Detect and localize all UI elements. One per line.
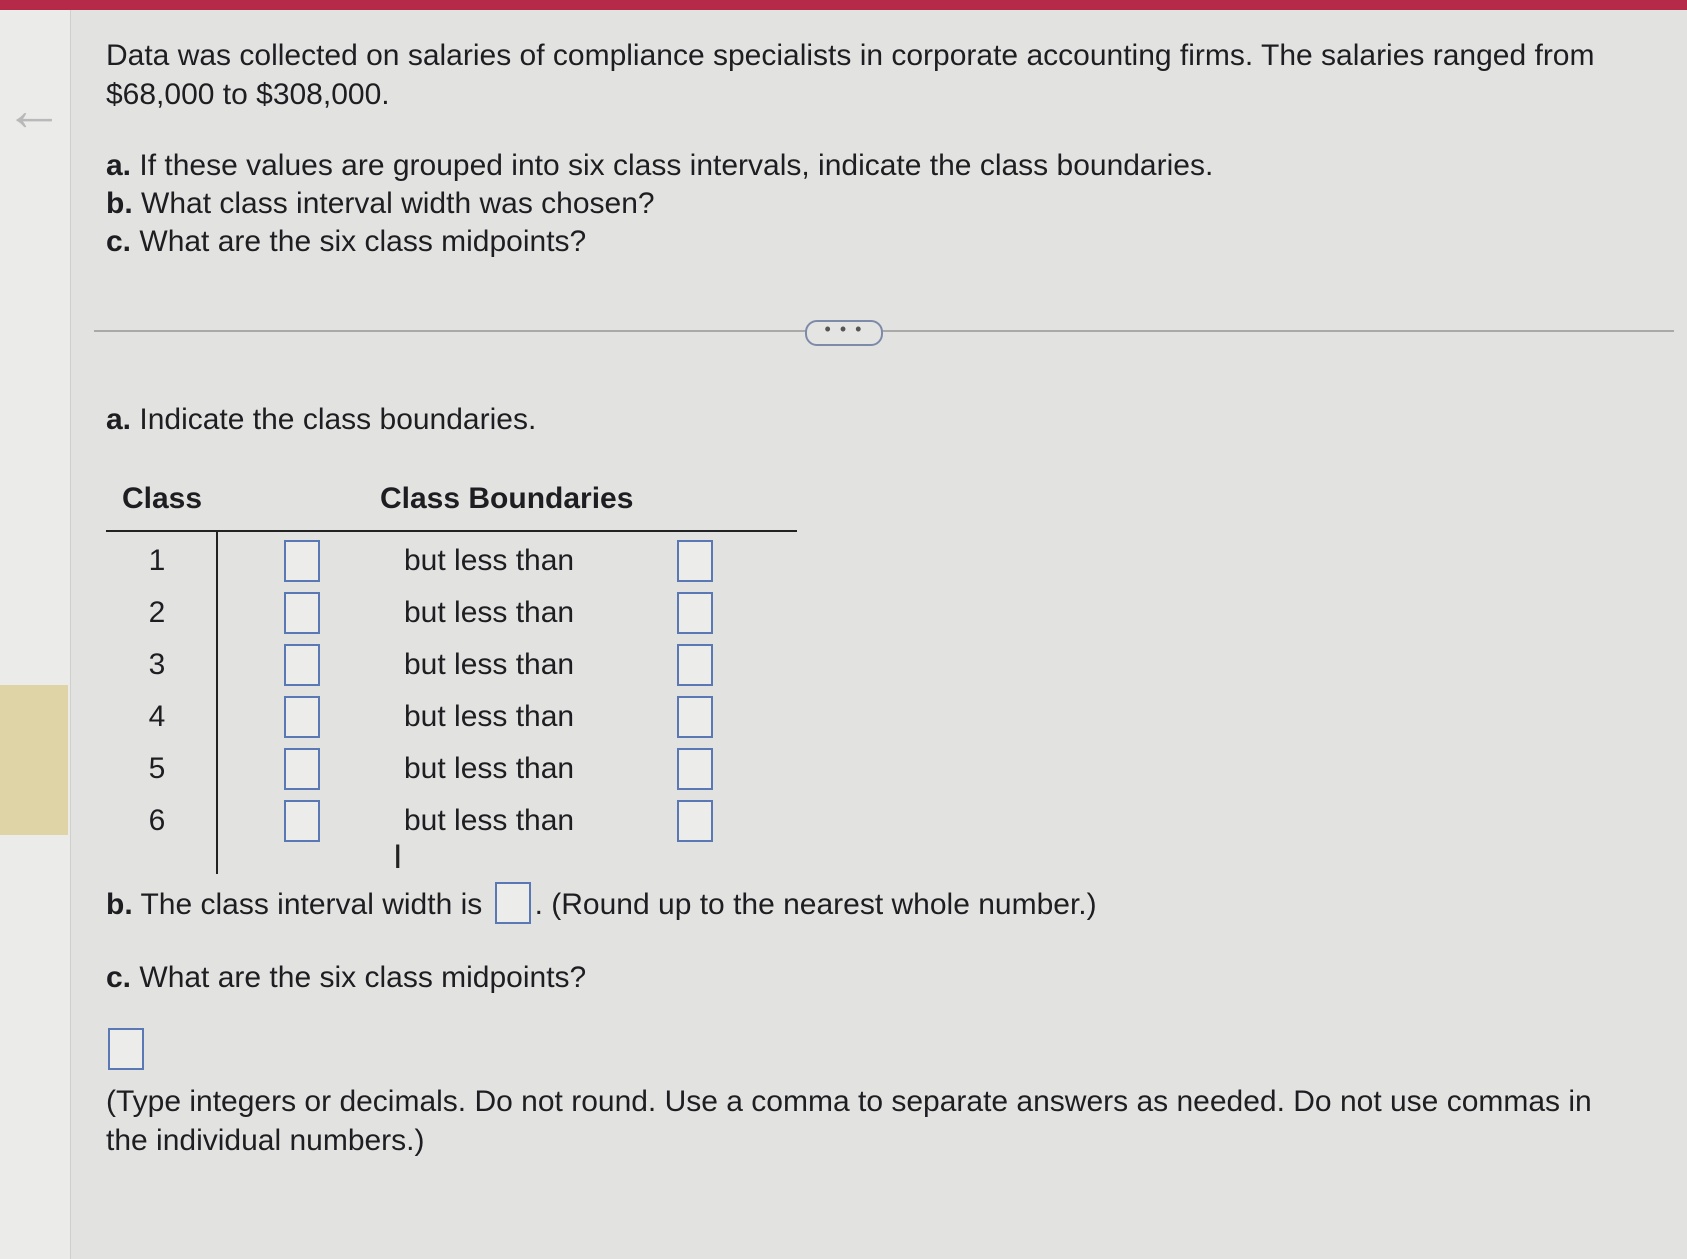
lower-boundary-input[interactable] <box>284 800 320 842</box>
connector-text: but less than <box>404 752 575 785</box>
table-row <box>106 796 797 848</box>
text-cursor-icon: I <box>393 838 403 876</box>
class-number: 4 <box>148 700 166 733</box>
connector-text: but less than <box>404 700 575 733</box>
connector-text: but less than <box>404 596 575 629</box>
lower-boundary-input[interactable] <box>284 696 320 738</box>
class-number: 3 <box>148 648 166 681</box>
part-a-letter: a. <box>106 403 132 436</box>
upper-boundary-input[interactable] <box>677 696 713 738</box>
table-row <box>106 744 797 796</box>
part-a-text: Indicate the class boundaries. <box>139 403 537 436</box>
connector-text: but less than <box>404 544 575 577</box>
part-c-hint: (Type integers or decimals. Do not round. Use a comma to separate answers as needed. Do not use commas in the individual numbers.) <box>106 1085 1592 1157</box>
midpoints-input[interactable] <box>108 1028 144 1070</box>
problem-line-1: Data was collected on salaries of compliance specialists in corporate accounting firms. The salaries ranged from <box>106 39 1595 72</box>
part-b-letter: b. <box>106 888 133 921</box>
class-number: 2 <box>148 596 166 629</box>
table-row <box>106 536 797 588</box>
problem-statement <box>106 36 1666 114</box>
part-c-prompt <box>106 958 586 997</box>
left-sidebar <box>0 10 71 1259</box>
upper-boundary-input[interactable] <box>677 644 713 686</box>
problem-line-2: $68,000 to $308,000. <box>106 78 390 111</box>
lower-boundary-input[interactable] <box>284 748 320 790</box>
section-divider <box>94 330 1674 332</box>
side-tab[interactable] <box>0 685 68 835</box>
upper-boundary-input[interactable] <box>677 540 713 582</box>
connector-text: but less than <box>404 648 575 681</box>
lower-boundary-input[interactable] <box>284 540 320 582</box>
part-b-instruction: . (Round up to the nearest whole number.) <box>534 888 1097 921</box>
class-column-header: Class <box>122 482 203 515</box>
part-b-text: The class interval width is <box>140 888 483 921</box>
class-number: 6 <box>148 804 166 837</box>
table-header-rule <box>106 530 797 532</box>
question-a-letter: a. <box>106 149 132 182</box>
question-b-letter: b. <box>106 187 133 220</box>
lower-boundary-input[interactable] <box>284 592 320 634</box>
question-c-letter: c. <box>106 225 132 258</box>
part-a-prompt <box>106 400 536 439</box>
upper-boundary-input[interactable] <box>677 800 713 842</box>
upper-boundary-input[interactable] <box>677 748 713 790</box>
upper-boundary-input[interactable] <box>677 592 713 634</box>
part-b-prompt <box>106 882 1097 924</box>
question-c <box>106 222 586 261</box>
question-b <box>106 184 655 223</box>
expand-more-button[interactable]: • • • <box>805 320 883 346</box>
question-b-text: What class interval width was chosen? <box>141 187 655 220</box>
part-c-text: What are the six class midpoints? <box>139 961 587 994</box>
question-a-text: If these values are grouped into six class intervals, indicate the class boundaries. <box>139 149 1214 182</box>
class-number: 5 <box>148 752 166 785</box>
table-row <box>106 692 797 744</box>
table-row <box>106 640 797 692</box>
question-a <box>106 146 1213 185</box>
part-c-letter: c. <box>106 961 132 994</box>
table-row <box>106 588 797 640</box>
back-arrow-icon[interactable]: ← <box>4 76 64 143</box>
lower-boundary-input[interactable] <box>284 644 320 686</box>
top-accent-bar <box>0 0 1687 10</box>
question-c-text: What are the six class midpoints? <box>139 225 587 258</box>
connector-text: but less than <box>404 804 575 837</box>
interval-width-input[interactable] <box>495 882 531 924</box>
class-number: 1 <box>148 544 166 577</box>
boundaries-column-header: Class Boundaries <box>380 482 634 515</box>
